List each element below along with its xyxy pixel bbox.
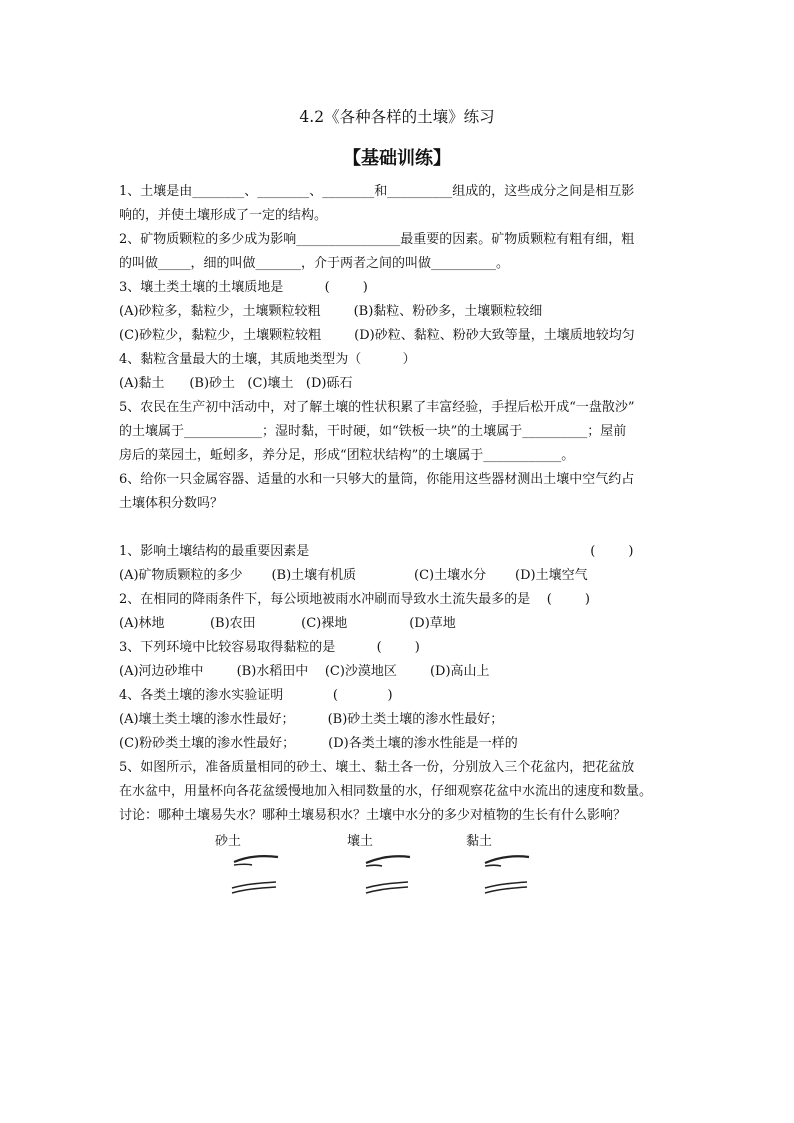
question-line: 1、土壤是由________、________、________和__________组成的，这些成分之间是相互影 — [119, 184, 635, 199]
choice-line: (A)林地 (B)农田 (C)裸地 (D)草地 — [119, 616, 456, 631]
choice-line: (A)砂粒多，黏粒少，土壤颗粒较粗 (B)黏粒、粉砂多，土壤颗粒较细 — [119, 304, 543, 319]
question-line: 2、在相同的降雨条件下，每公顷地被雨水冲刷而导致水土流失最多的是 ( ) — [119, 592, 591, 607]
question-line: 房后的菜园土，蚯蚓多，养分足，形成“团粒状结构”的土壤属于____________。 — [119, 448, 575, 463]
question-line: 3、壤土类土壤的土壤质地是 ( ) — [119, 280, 368, 295]
choice-line: (C)粉砂类土壤的渗水性最好； (D)各类土壤的渗水性能是一样的 — [119, 736, 518, 751]
question-line: 4、黏粒含量最大的土壤，其质地类型为（ ） — [119, 352, 416, 367]
section-header: 【基础训练】 — [343, 148, 451, 169]
question-line: 5、如图所示，准备质量相同的砂土、壤土、黏土各一份，分别放入三个花盆内，把花盆放 — [119, 760, 635, 775]
choice-line: (C)砂粒少，黏粒少，土壤颗粒较粗 (D)砂粒、黏粒、粉砂大致等量，土壤质地较均匀 — [119, 328, 635, 343]
worksheet-title: 4.2《各种各样的土壤》练习 — [299, 108, 495, 126]
question-line: 4、各类土壤的渗水实验证明 ( ) — [119, 688, 393, 703]
flower-pot-sand-illustration — [228, 852, 288, 900]
question-line: 土壤体积分数吗？ — [119, 496, 224, 511]
choice-line: (A)黏土 (B)砂土 (C)壤土 (D)砾石 — [119, 376, 353, 391]
flower-pot-loam-illustration — [362, 852, 422, 900]
question-line: 在水盆中，用量杯向各花盆缓慢地加入相同数量的水，仔细观察花盆中水流出的速度和数量。 — [119, 784, 653, 799]
question-line: 的叫做_____，细的叫做_______，介于两者之间的叫做__________。 — [119, 256, 510, 271]
figure-label-clay: 黏土 — [466, 834, 493, 849]
question-line: 响的，并使土壤形成了一定的结构。 — [119, 208, 328, 223]
choice-line: (A)河边砂堆中 (B)水稻田中 (C)沙漠地区 (D)高山上 — [119, 664, 490, 679]
figure-label-loam: 壤土 — [347, 834, 374, 849]
question-line: 6、给你一只金属容器、适量的水和一只够大的量筒，你能用这些器材测出土壤中空气约占 — [119, 472, 635, 487]
question-line: 1、影响土壤结构的最重要因素是 ( ) — [119, 544, 634, 559]
choice-line: (A)矿物质颗粒的多少 (B)土壤有机质 (C)土壤水分 (D)土壤空气 — [119, 568, 588, 583]
question-line: 5、农民在生产初中活动中，对了解土壤的性状积累了丰富经验，手捏后松开成“一盘散沙” — [119, 400, 635, 415]
question-line: 2、矿物质颗粒的多少成为影响________________最重要的因素。矿物质颗粒有粗有细，粗 — [119, 232, 635, 247]
figure-label-sand: 砂土 — [215, 834, 242, 849]
question-line: 的土壤属于____________；湿时黏，干时硬，如“铁板一块”的土壤属于__________；屋前 — [119, 424, 627, 439]
choice-line: (A)壤土类土壤的渗水性最好； (B)砂土类土壤的渗水性最好； — [119, 712, 504, 727]
flower-pot-clay-illustration — [481, 852, 541, 900]
question-line: 讨论：哪种土壤易失水？哪种土壤易积水？土壤中水分的多少对植物的生长有什么影响？ — [119, 808, 627, 823]
question-line: 3、下列环境中比较容易取得黏粒的是 ( ) — [119, 640, 420, 655]
